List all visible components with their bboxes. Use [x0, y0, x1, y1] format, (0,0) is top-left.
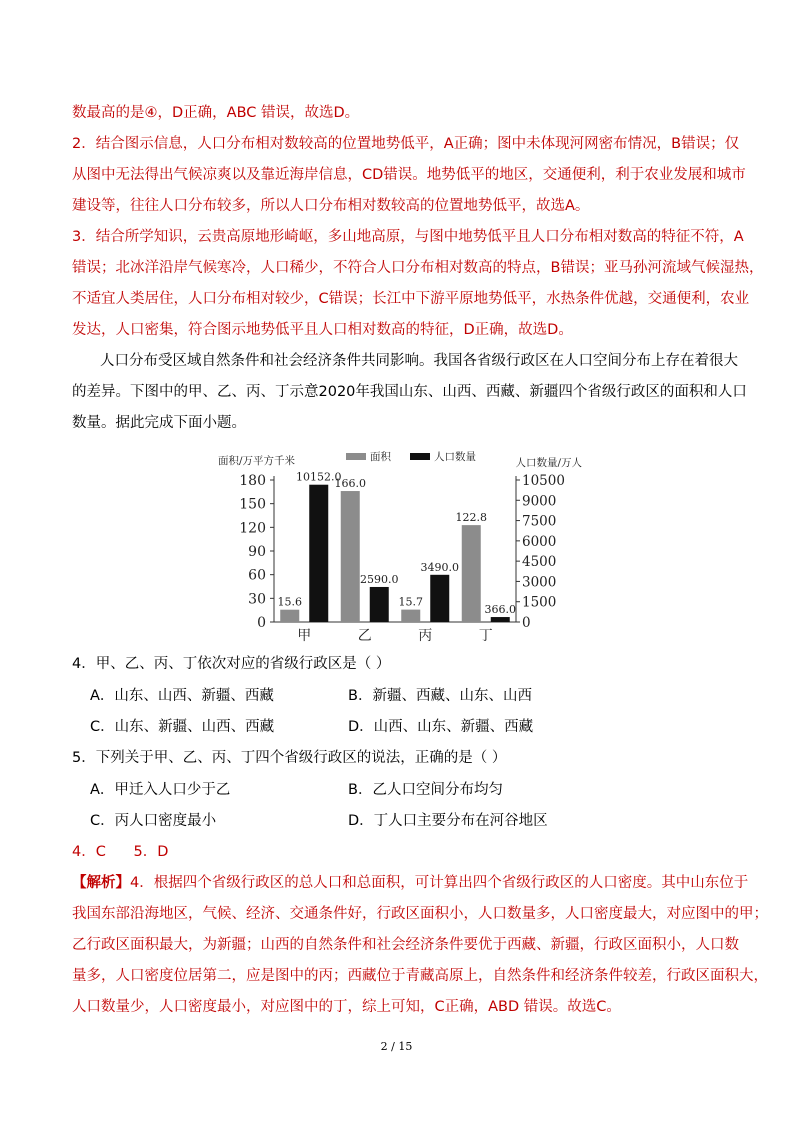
y2-tick-label: 7500 — [522, 513, 557, 530]
y2-tick-label: 4500 — [522, 554, 557, 571]
answer-key: 4．C 5．D — [72, 844, 169, 860]
explain-q2-line: 从图中无法得出气候凉爽以及靠近海岸信息，CD错误。地势低平的地区，交通便利，利于农业发展和城市 — [72, 167, 746, 183]
y-tick-label: 150 — [239, 496, 266, 513]
y-tick-label: 60 — [248, 567, 266, 584]
y2-tick-label: 6000 — [522, 533, 557, 550]
y2-axis-title: 人口数量/万人 — [515, 457, 582, 469]
analysis-line: 人口数量少，人口密度最小，对应图中的丁，综上可知，C正确，ABD 错误。故选C。 — [72, 999, 621, 1015]
data-label-area: 166.0 — [334, 477, 366, 491]
q5-option-d: D．丁人口主要分布在河谷地区 — [348, 813, 548, 829]
q5-option-b: B．乙人口空间分布均匀 — [348, 782, 503, 798]
bar-area — [341, 491, 360, 622]
y2-tick-label: 9000 — [522, 493, 557, 510]
analysis-first-line — [72, 873, 748, 893]
data-label-population: 2590.0 — [360, 572, 399, 586]
data-label-area: 122.8 — [455, 511, 487, 525]
q5-option-a: A．甲迁入人口少于乙 — [90, 782, 231, 798]
bar-population — [491, 617, 510, 622]
explain-q3-line: 错误；北冰洋沿岸气候寒冷，人口稀少，不符合人口分布相对数高的特点，B错误；亚马孙河流域气候湿热， — [72, 260, 764, 276]
page-number: 2 / 15 — [380, 1040, 413, 1053]
explain-q3-line: 不适宜人类居住，人口分布相对较少，C错误；长江中下游平原地势低平，水热条件优越，交通便利，农业 — [72, 291, 750, 307]
x-tick-label: 乙 — [357, 628, 372, 644]
y2-tick-label: 10500 — [522, 473, 565, 489]
y-tick-label: 180 — [239, 473, 266, 489]
q5-option-c: C．丙人口密度最小 — [90, 813, 217, 829]
data-label-population: 3490.0 — [420, 560, 459, 574]
explain-q3-line: 3．结合所学知识，云贵高原地形崎岖，多山地高原，与图中地势低平且人口分布相对数高的特征不符，A — [72, 229, 744, 245]
passage-line: 人口分布受区域自然条件和社会经济条件共同影响。我国各省级行政区在人口空间分布上存在着很大 — [100, 353, 738, 369]
q5-stem: 5．下列关于甲、乙、丙、丁四个省级行政区的说法，正确的是（ ） — [72, 750, 507, 766]
legend-swatch-1 — [410, 453, 430, 460]
data-label-population: 10152.0 — [296, 470, 342, 484]
passage-line: 数量。据此完成下面小题。 — [72, 415, 246, 431]
explain-q1-end: 数最高的是④，D正确，ABC 错误，故选D。 — [72, 105, 360, 121]
y2-tick-label: 0 — [522, 615, 531, 631]
legend-label-1: 人口数量 — [434, 451, 476, 463]
explain-q2-line: 建设等，往往人口分布较多，所以人口分布相对数较高的位置地势低平，故选A。 — [72, 198, 590, 214]
bar-area — [401, 610, 420, 622]
q4-stem: 4．甲、乙、丙、丁依次对应的省级行政区是（ ） — [72, 656, 391, 672]
x-tick-label: 丙 — [418, 628, 433, 644]
y2-tick-label: 1500 — [522, 594, 557, 611]
analysis-line: 我国东部沿海地区，气候、经济、交通条件好，行政区面积小，人口数量多，人口密度最大，对应图中的甲； — [72, 906, 768, 922]
y-tick-label: 90 — [248, 544, 266, 560]
y-tick-label: 120 — [239, 520, 266, 537]
y-tick-label: 30 — [248, 591, 266, 608]
y2-tick-label: 3000 — [522, 574, 557, 591]
bar-area — [462, 525, 481, 622]
analysis-line: 乙行政区面积最大，为新疆；山西的自然条件和社会经济条件要优于西藏、新疆，行政区面积小，人口数 — [72, 937, 739, 953]
q4-option-a: A．山东、山西、新疆、西藏 — [90, 688, 274, 704]
legend-label-0: 面积 — [370, 451, 391, 463]
x-tick-label: 丁 — [478, 628, 493, 644]
bar-population — [430, 575, 449, 622]
q4-option-b: B．新疆、西藏、山东、山西 — [348, 688, 532, 704]
bar-area — [280, 610, 299, 622]
bar-population — [309, 485, 328, 622]
passage-line: 的差异。下图中的甲、乙、丙、丁示意2020年我国山东、山西、西藏、新疆四个省级行政区的面积和人口 — [72, 384, 747, 400]
area-population-chart — [210, 450, 590, 646]
analysis-tag: 【解析】 — [72, 875, 130, 891]
analysis-line: 量多，人口密度位居第二，应是图中的丙；西藏位于青藏高原上，自然条件和经济条件较差，行政区面积大， — [72, 968, 768, 984]
analysis-line: 4．根据四个省级行政区的总人口和总面积，可计算出四个省级行政区的人口密度。其中山东位于 — [130, 875, 749, 891]
bar-population — [370, 587, 389, 622]
y-tick-label: 0 — [257, 615, 266, 631]
q4-option-d: D．山西、山东、新疆、西藏 — [348, 719, 534, 735]
x-tick-label: 甲 — [297, 628, 312, 644]
data-label-population: 366.0 — [484, 603, 516, 617]
explain-q3-line: 发达，人口密集，符合图示地势低平且人口相对数高的特征，D正确，故选D。 — [72, 322, 573, 338]
y-axis-title: 面积/万平方千米 — [218, 455, 296, 467]
data-label-area: 15.7 — [398, 595, 423, 609]
explain-q2-line: 2．结合图示信息，人口分布相对数较高的位置地势低平，A正确；图中未体现河网密布情况，B错误；仅 — [72, 136, 740, 152]
legend-swatch-0 — [346, 453, 366, 460]
data-label-area: 15.6 — [277, 595, 302, 609]
q4-option-c: C．山东、新疆、山西、西藏 — [90, 719, 275, 735]
